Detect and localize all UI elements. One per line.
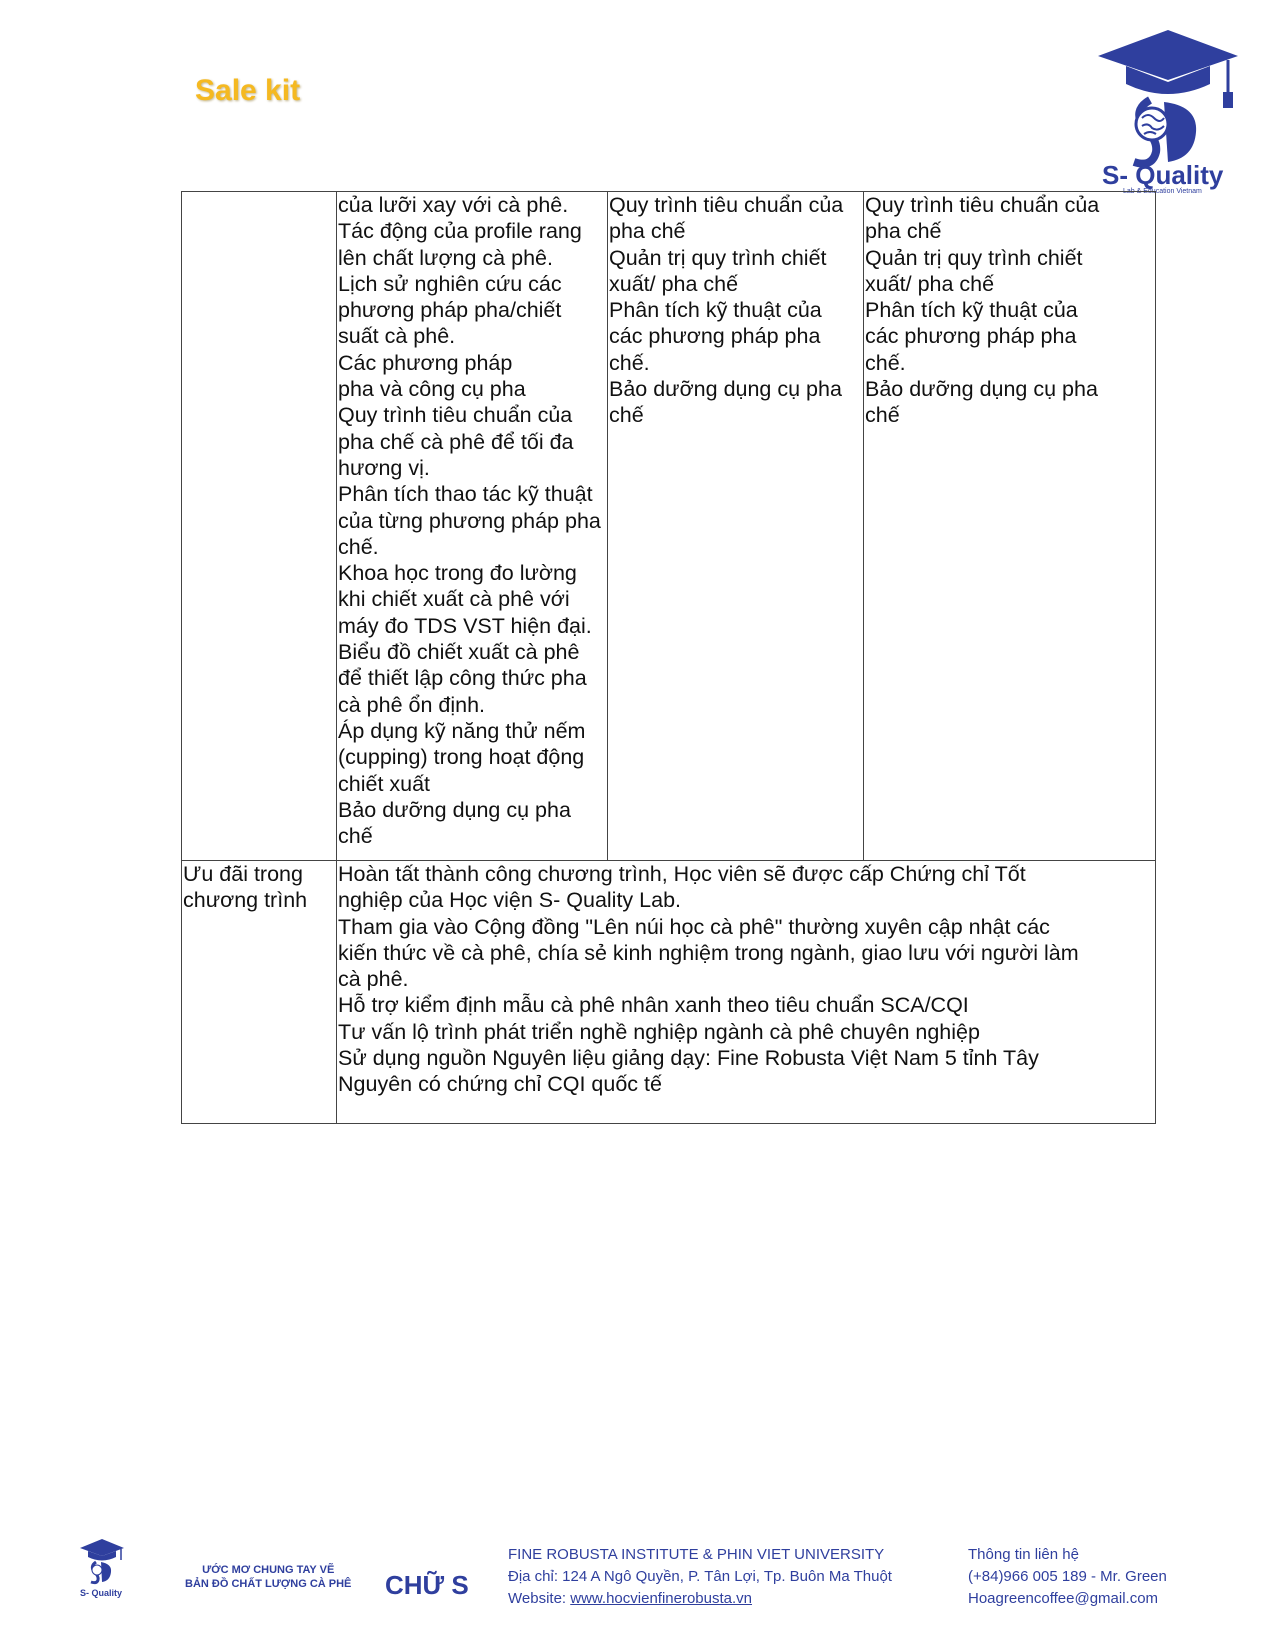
logo-brand-name: S- Quality	[1102, 160, 1224, 190]
footer-brand: CHỮ S	[385, 1570, 469, 1600]
table-cell-label	[182, 192, 337, 861]
website-link[interactable]: www.hocvienfinerobusta.vn	[570, 1590, 753, 1607]
sale-kit-title: Sale kit	[195, 74, 301, 107]
contact-phone: (+84)966 005 189 - Mr. Green	[968, 1568, 1167, 1585]
table-cell-label: Ưu đãi trong chương trình	[182, 861, 337, 1124]
logo-subtitle: Lab & Education Vietnam	[1123, 188, 1202, 195]
contact-email: Hoagreencoffee@gmail.com	[968, 1590, 1159, 1607]
table-cell-content: của lưỡi xay với cà phê. Tác động của profile rang lên chất lượng cà phê. Lịch sử nghiên cứu các phương pháp pha/chiết suất cà phê. Các phương pháp pha và công cụ pha Quy trình tiêu chuẩn của pha chế cà phê để tối đa hương vị. Phân tích thao tác kỹ thuật của từng phương pháp pha chế. Khoa học trong đo lường khi chiết xuất cà phê với máy đo TDS VST hiện đại. Biểu đồ chiết xuất cà phê để thiết lập công thức pha cà phê ổn định. Áp dụng kỹ năng thử nếm (cupping) trong hoạt động chiết xuất Bảo dưỡng dụng cụ pha chế	[337, 192, 608, 861]
course-content-table	[181, 191, 1156, 1124]
table-cell-content: Quy trình tiêu chuẩn của pha chế Quản trị quy trình chiết xuất/ pha chế Phân tích kỹ thuật của các phương pháp pha chế. Bảo dưỡng dụng cụ pha chế	[608, 192, 864, 861]
page-footer	[0, 1530, 1275, 1630]
footer-organization: FINE ROBUSTA INSTITUTE & PHIN VIET UNIVERSITY Địa chỉ: 124 A Ngô Quyền, P. Tân Lợi, Tp. Buôn Ma Thuột Website: www.hocvienfinerobusta.vn	[508, 1546, 892, 1607]
footer-slogan: ƯỚC MƠ CHUNG TAY VẼ BẢN ĐỒ CHẤT LƯỢNG CÀ PHÊ	[185, 1564, 352, 1590]
table-cell-benefits: Hoàn tất thành công chương trình, Học viên sẽ được cấp Chứng chỉ Tốt nghiệp của Học viện S- Quality Lab. Tham gia vào Cộng đồng "Lên núi học cà phê" thường xuyên cập nhật các kiến thức về cà phê, chía sẻ kinh nghiệm trong ngành, giao lưu với người làm cà phê. Hỗ trợ kiểm định mẫu cà phê nhân xanh theo tiêu chuẩn SCA/CQI Tư vấn lộ trình phát triển nghề nghiệp ngành cà phê chuyên nghiệp Sử dụng nguồn Nguyên liệu giảng dạy: Fine Robusta Việt Nam 5 tỉnh Tây Nguyên có chứng chỉ CQI quốc tế	[337, 861, 1156, 1124]
table-row	[182, 861, 1156, 1124]
footer-logo-icon	[80, 1536, 124, 1586]
table-row	[182, 192, 1156, 861]
footer-contact: Thông tin liên hệ (+84)966 005 189 - Mr. Green Hoagreencoffee@gmail.com	[968, 1544, 1167, 1610]
table-cell-content: Quy trình tiêu chuẩn của pha chế Quản trị quy trình chiết xuất/ pha chế Phân tích kỹ thuật của các phương pháp pha chế. Bảo dưỡng dụng cụ pha chế	[864, 192, 1156, 861]
footer-logo-text: S- Quality	[80, 1588, 123, 1598]
